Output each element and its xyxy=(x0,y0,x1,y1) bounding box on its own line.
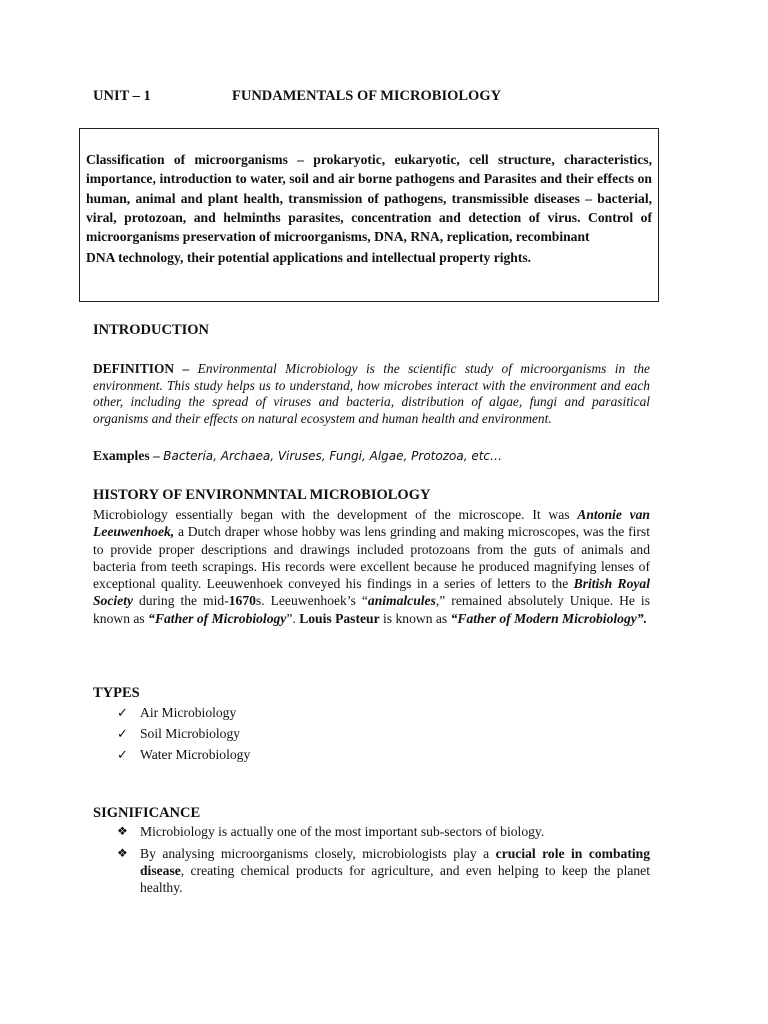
examples-label: Examples – xyxy=(93,448,160,463)
list-item xyxy=(93,725,650,746)
unit-label: UNIT – 1 xyxy=(93,88,151,104)
history-text: Microbiology essentially began with the development of the microscope. It was xyxy=(93,507,578,522)
list-item-label: By analysing microorganisms closely, microbiologists play a xyxy=(140,846,496,861)
history-paragraph xyxy=(93,506,650,627)
definition-paragraph xyxy=(93,361,650,427)
syllabus-paragraph-2: DNA technology, their potential applications and intellectual property rights. xyxy=(86,250,532,266)
history-text: during the mid- xyxy=(133,593,229,609)
year-1670: 1670 xyxy=(228,593,256,609)
louis-pasteur: Louis Pasteur xyxy=(299,610,380,626)
check-mark-icon: ✓ xyxy=(117,747,128,762)
list-item-label: Soil Microbiology xyxy=(140,726,241,741)
check-mark-icon: ✓ xyxy=(117,705,128,720)
list-item-label: , creating chemical products for agriculture, and even helping to keep the planet healthy. xyxy=(140,863,650,895)
crucial-role-text: crucial role in combating disease xyxy=(140,846,650,878)
father-of-modern-microbiology: “Father of Modern Microbiology”. xyxy=(450,610,647,626)
examples-line xyxy=(93,447,502,465)
examples-text: Bacteria, Archaea, Viruses, Fungi, Algae, Protozoa, etc… xyxy=(163,449,503,463)
history-text: a Dutch draper whose hobby was lens grinding and making microscopes, was the first to provide proper descriptions and drawings included protozoans from the guts of animals and bacteria from teeth scrapings. His records were excellent because he produced magnifying lenses of exceptional quality. Leeuwenhoek conveyed his findings in a series of letters to the xyxy=(93,524,650,592)
check-mark-icon: ✓ xyxy=(117,726,128,741)
list-item-label: Air Microbiology xyxy=(140,705,237,720)
history-heading: HISTORY OF ENVIRONMNTAL MICROBIOLOGY xyxy=(93,487,431,503)
history-text: ”. xyxy=(286,610,300,626)
significance-list xyxy=(93,823,650,901)
list-item-label: Water Microbiology xyxy=(140,747,251,762)
types-list xyxy=(93,704,650,767)
types-heading: TYPES xyxy=(93,685,140,701)
leeuwenhoek-name: Antonie van Leeuwenhoek, xyxy=(93,507,650,540)
history-text: ,” remained absolutely Unique. He is known as xyxy=(93,593,650,626)
father-of-microbiology: “Father of Microbiology xyxy=(148,610,287,626)
definition-text: Environmental Microbiology is the scientific study of microorganisms in the environment. This study helps us to understand, how microbes interact with the environment and each other, including the spread of viruses and bacteria, distribution of algae, fungi and parasitical organisms and their effects on natural ecosystem and human health and environment. xyxy=(93,361,650,426)
significance-heading: SIGNIFICANCE xyxy=(93,805,201,821)
list-item-label: Microbiology is actually one of the most important sub-sectors of biology. xyxy=(140,824,545,839)
list-item xyxy=(93,823,650,840)
animalcules: animalcules xyxy=(367,593,436,609)
four-diamond-bullet-icon: ❖ xyxy=(117,846,128,860)
royal-society: British Royal Society xyxy=(93,576,650,609)
list-item xyxy=(93,746,650,767)
introduction-heading: INTRODUCTION xyxy=(93,322,210,338)
list-item xyxy=(93,704,650,725)
four-diamond-bullet-icon: ❖ xyxy=(117,824,128,838)
syllabus-paragraph: Classification of microorganisms – prokaryotic, eukaryotic, cell structure, characteristics, importance, introduction to water, soil and air borne pathogens and Parasites and their effects on human, animal and plant health, transmission of pathogens, transmissible diseases – bacterial, viral, protozoan, and helminths parasites, concentration and detection of virus. Control of microorganisms preservation of microorganisms, DNA, RNA, replication, recombinant xyxy=(86,152,652,245)
history-text: s. Leeuwenhoek’s “ xyxy=(255,593,368,609)
list-item xyxy=(93,845,650,896)
unit-title: FUNDAMENTALS OF MICROBIOLOGY xyxy=(232,88,502,104)
syllabus-box xyxy=(79,128,659,302)
definition-label: DEFINITION – xyxy=(93,361,190,376)
history-text: is known as xyxy=(379,610,451,626)
